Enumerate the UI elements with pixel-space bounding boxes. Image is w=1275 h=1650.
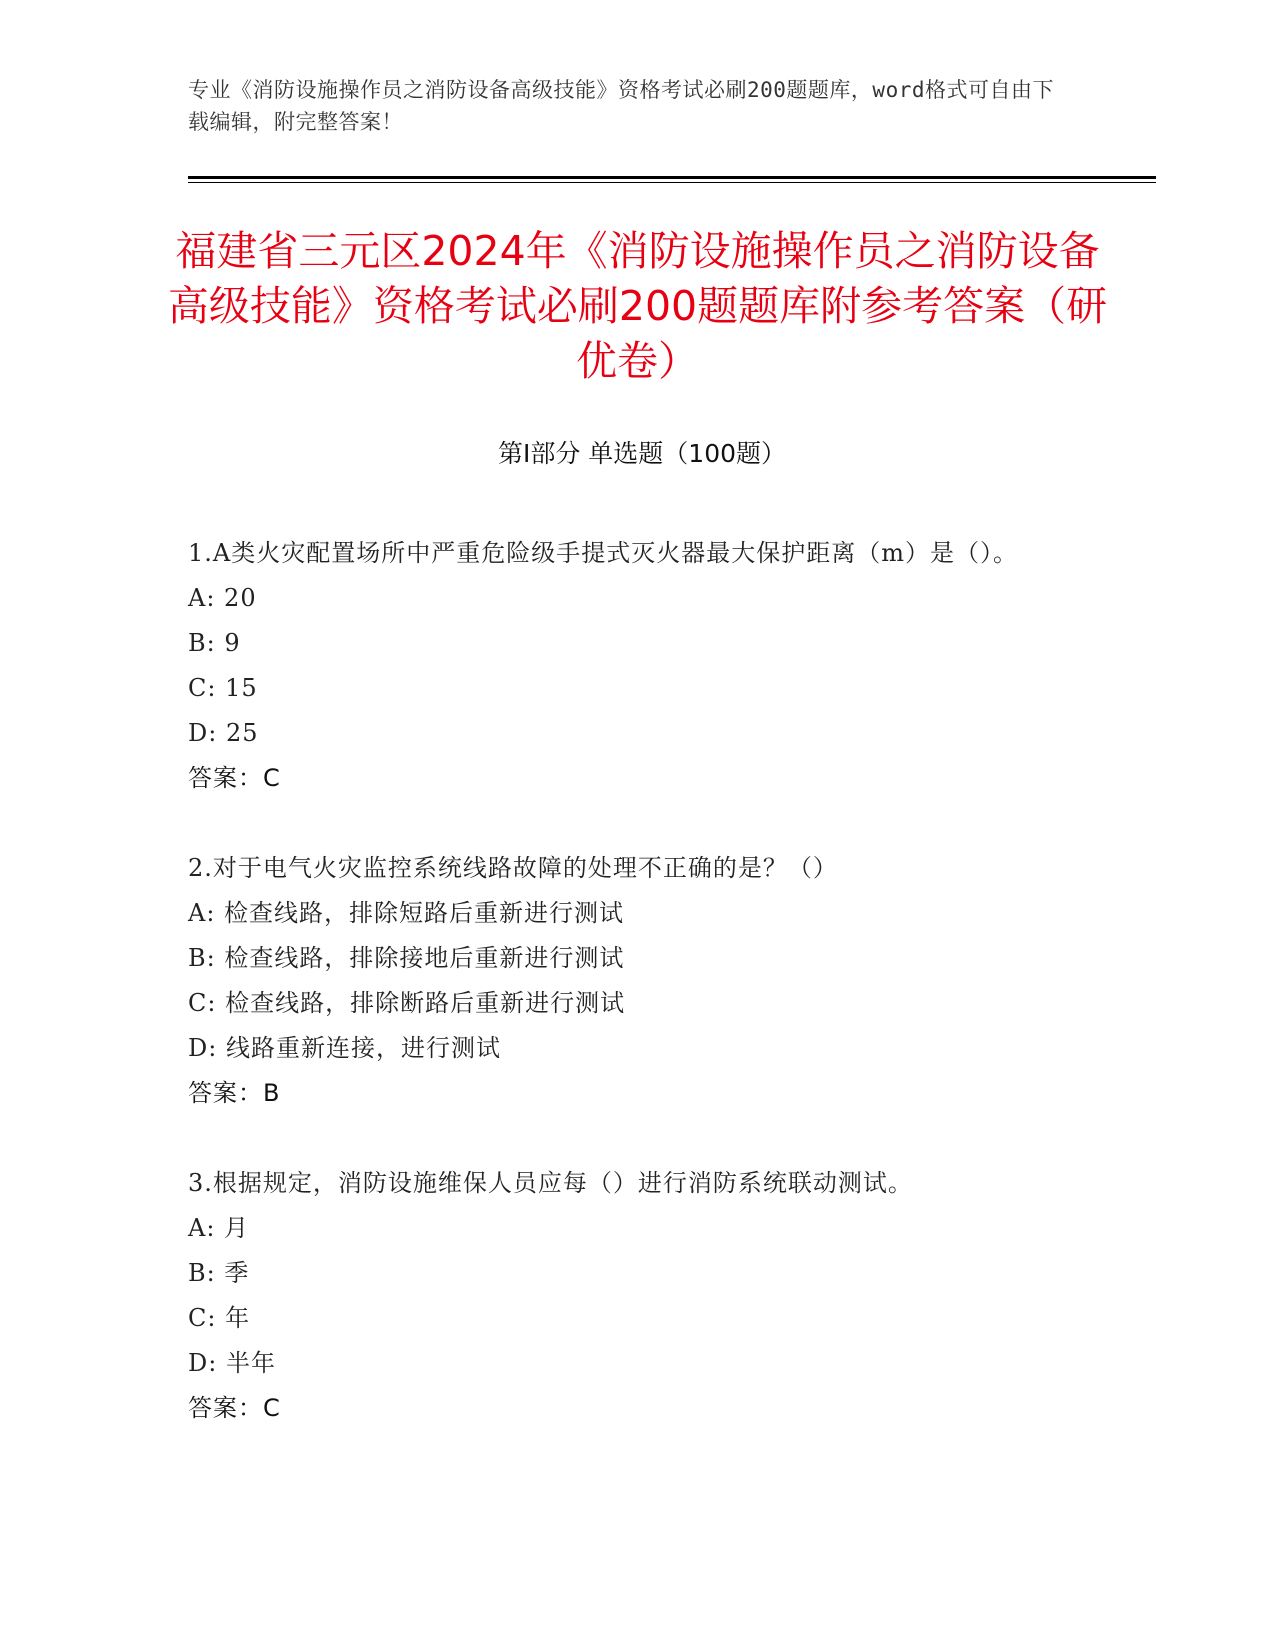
question-stem: 2.对于电气火灾监控系统线路故障的处理不正确的是？（） (188, 854, 838, 882)
question-stem: 1.A类火灾配置场所中严重危险级手提式灭火器最大保护距离（m）是（）。 (188, 539, 1018, 567)
option-b: B: 9 (188, 629, 241, 657)
document-title: 福建省三元区2024年《消防设施操作员之消防设备高级技能》资格考试必刷200题题库附参考答案（研优卷） (167, 227, 1108, 385)
option-c: C: 15 (188, 674, 258, 702)
question-stem: 3.根据规定，消防设施维保人员应每（）进行消防系统联动测试。 (188, 1169, 913, 1197)
option-c: C: 检查线路，排除断路后重新进行测试 (188, 989, 626, 1017)
question-list (188, 530, 1088, 1475)
section-title: 第Ⅰ部分 单选题（100题） (497, 439, 787, 468)
answer-line: 答案：B (188, 1079, 281, 1107)
header-note: 专业《消防设施操作员之消防设备高级技能》资格考试必刷200题题库，word格式可自由下载编辑，附完整答案！ (188, 78, 1054, 134)
option-b: B: 季 (188, 1259, 250, 1287)
option-a: A: 20 (188, 584, 257, 612)
option-d: D: 线路重新连接，进行测试 (188, 1034, 501, 1062)
option-b: B: 检查线路，排除接地后重新进行测试 (188, 944, 625, 972)
answer-line: 答案：C (188, 764, 281, 792)
option-d: D: 25 (188, 719, 259, 747)
header-divider-thin (188, 182, 1156, 183)
option-c: C: 年 (188, 1304, 251, 1332)
option-d: D: 半年 (188, 1349, 276, 1377)
header-divider-thick (188, 176, 1156, 179)
question-1 (188, 530, 1088, 801)
option-a: A: 检查线路，排除短路后重新进行测试 (188, 899, 625, 927)
option-a: A: 月 (188, 1214, 250, 1242)
question-3 (188, 1160, 1088, 1431)
answer-line: 答案：C (188, 1394, 281, 1422)
question-2 (188, 845, 1088, 1116)
